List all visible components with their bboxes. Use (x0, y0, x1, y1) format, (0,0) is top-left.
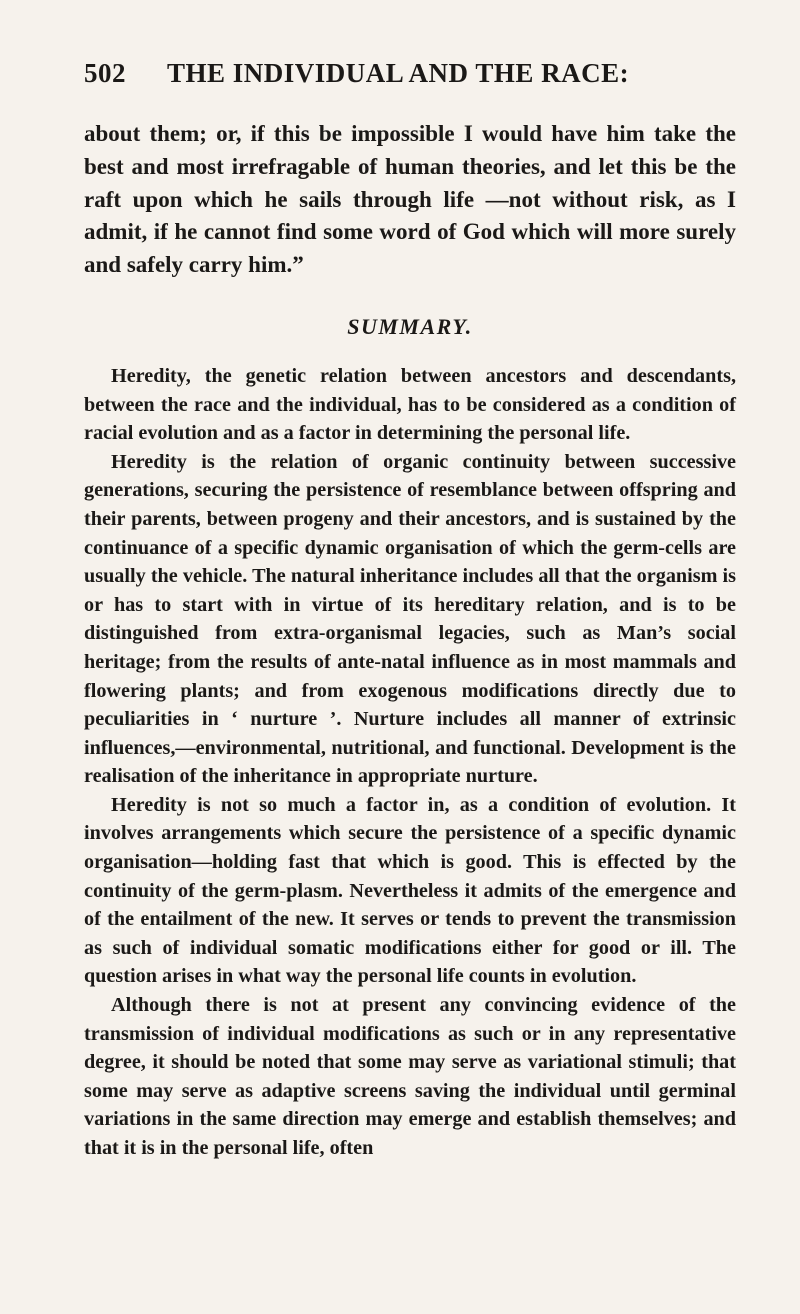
running-title: THE INDIVIDUAL AND THE RACE: (167, 58, 630, 88)
summary-heading: SUMMARY. (347, 313, 473, 339)
opening-paragraph: about them; or, if this be impossible I would have him take the best and most irrefragable of human theories, and let this be the raft upon which he sails through life —not without risk, as I admit, if he cannot find some word of God which will more surely and safely carry him.” (84, 121, 736, 278)
summary-section (84, 362, 736, 1163)
opening-text (84, 118, 736, 282)
page-number: 502 (84, 58, 126, 88)
summary-paragraph: Heredity is the relation of organic continuity between successive generations, securing the persistence of resemblance between offspring and their parents, between progeny and their ancestors, and is sustained by the continuance of a specific dynamic organisation of which the germ-cells are usually the vehicle. The natural inheritance includes all that the organism is or has to start with in virtue of its hereditary relation, and is to be distinguished from extra-organismal legacies, such as Man’s social heritage; from the results of ante-natal influence as in most mammals and flowering plants; and from exogenous modifications directly due to peculiarities in ‘ nurture ’. Nurture includes all manner of extrinsic influences,—environmental, nutritional, and functional. Development is the realisation of the inheritance in appropriate nurture. (84, 450, 736, 788)
summary-paragraph: Although there is not at present any convincing evidence of the transmission of individual modifications as such or in any representative degree, it should be noted that some may serve as variational stimuli; that some may serve as adaptive screens saving the individual until germinal variations in the same direction may emerge and establish themselves; and that it is in the personal life, often (84, 994, 736, 1160)
running-head (84, 58, 736, 98)
summary-paragraph: Heredity is not so much a factor in, as a condition of evolution. It involves arrangements which secure the persistence of a specific dynamic organisation—holding fast that which is good. This is effected by the continuity of the germ-plasm. Nevertheless it admits of the emergence and of the entailment of the new. It serves or tends to prevent the transmission as such of individual somatic modifications either for good or ill. The question arises in what way the personal life counts in evolution. (84, 793, 736, 988)
summary-paragraph: Heredity, the genetic relation between ancestors and descendants, between the race and the individual, has to be considered as a condition of racial evolution and as a factor in determining the personal life. (84, 364, 736, 445)
